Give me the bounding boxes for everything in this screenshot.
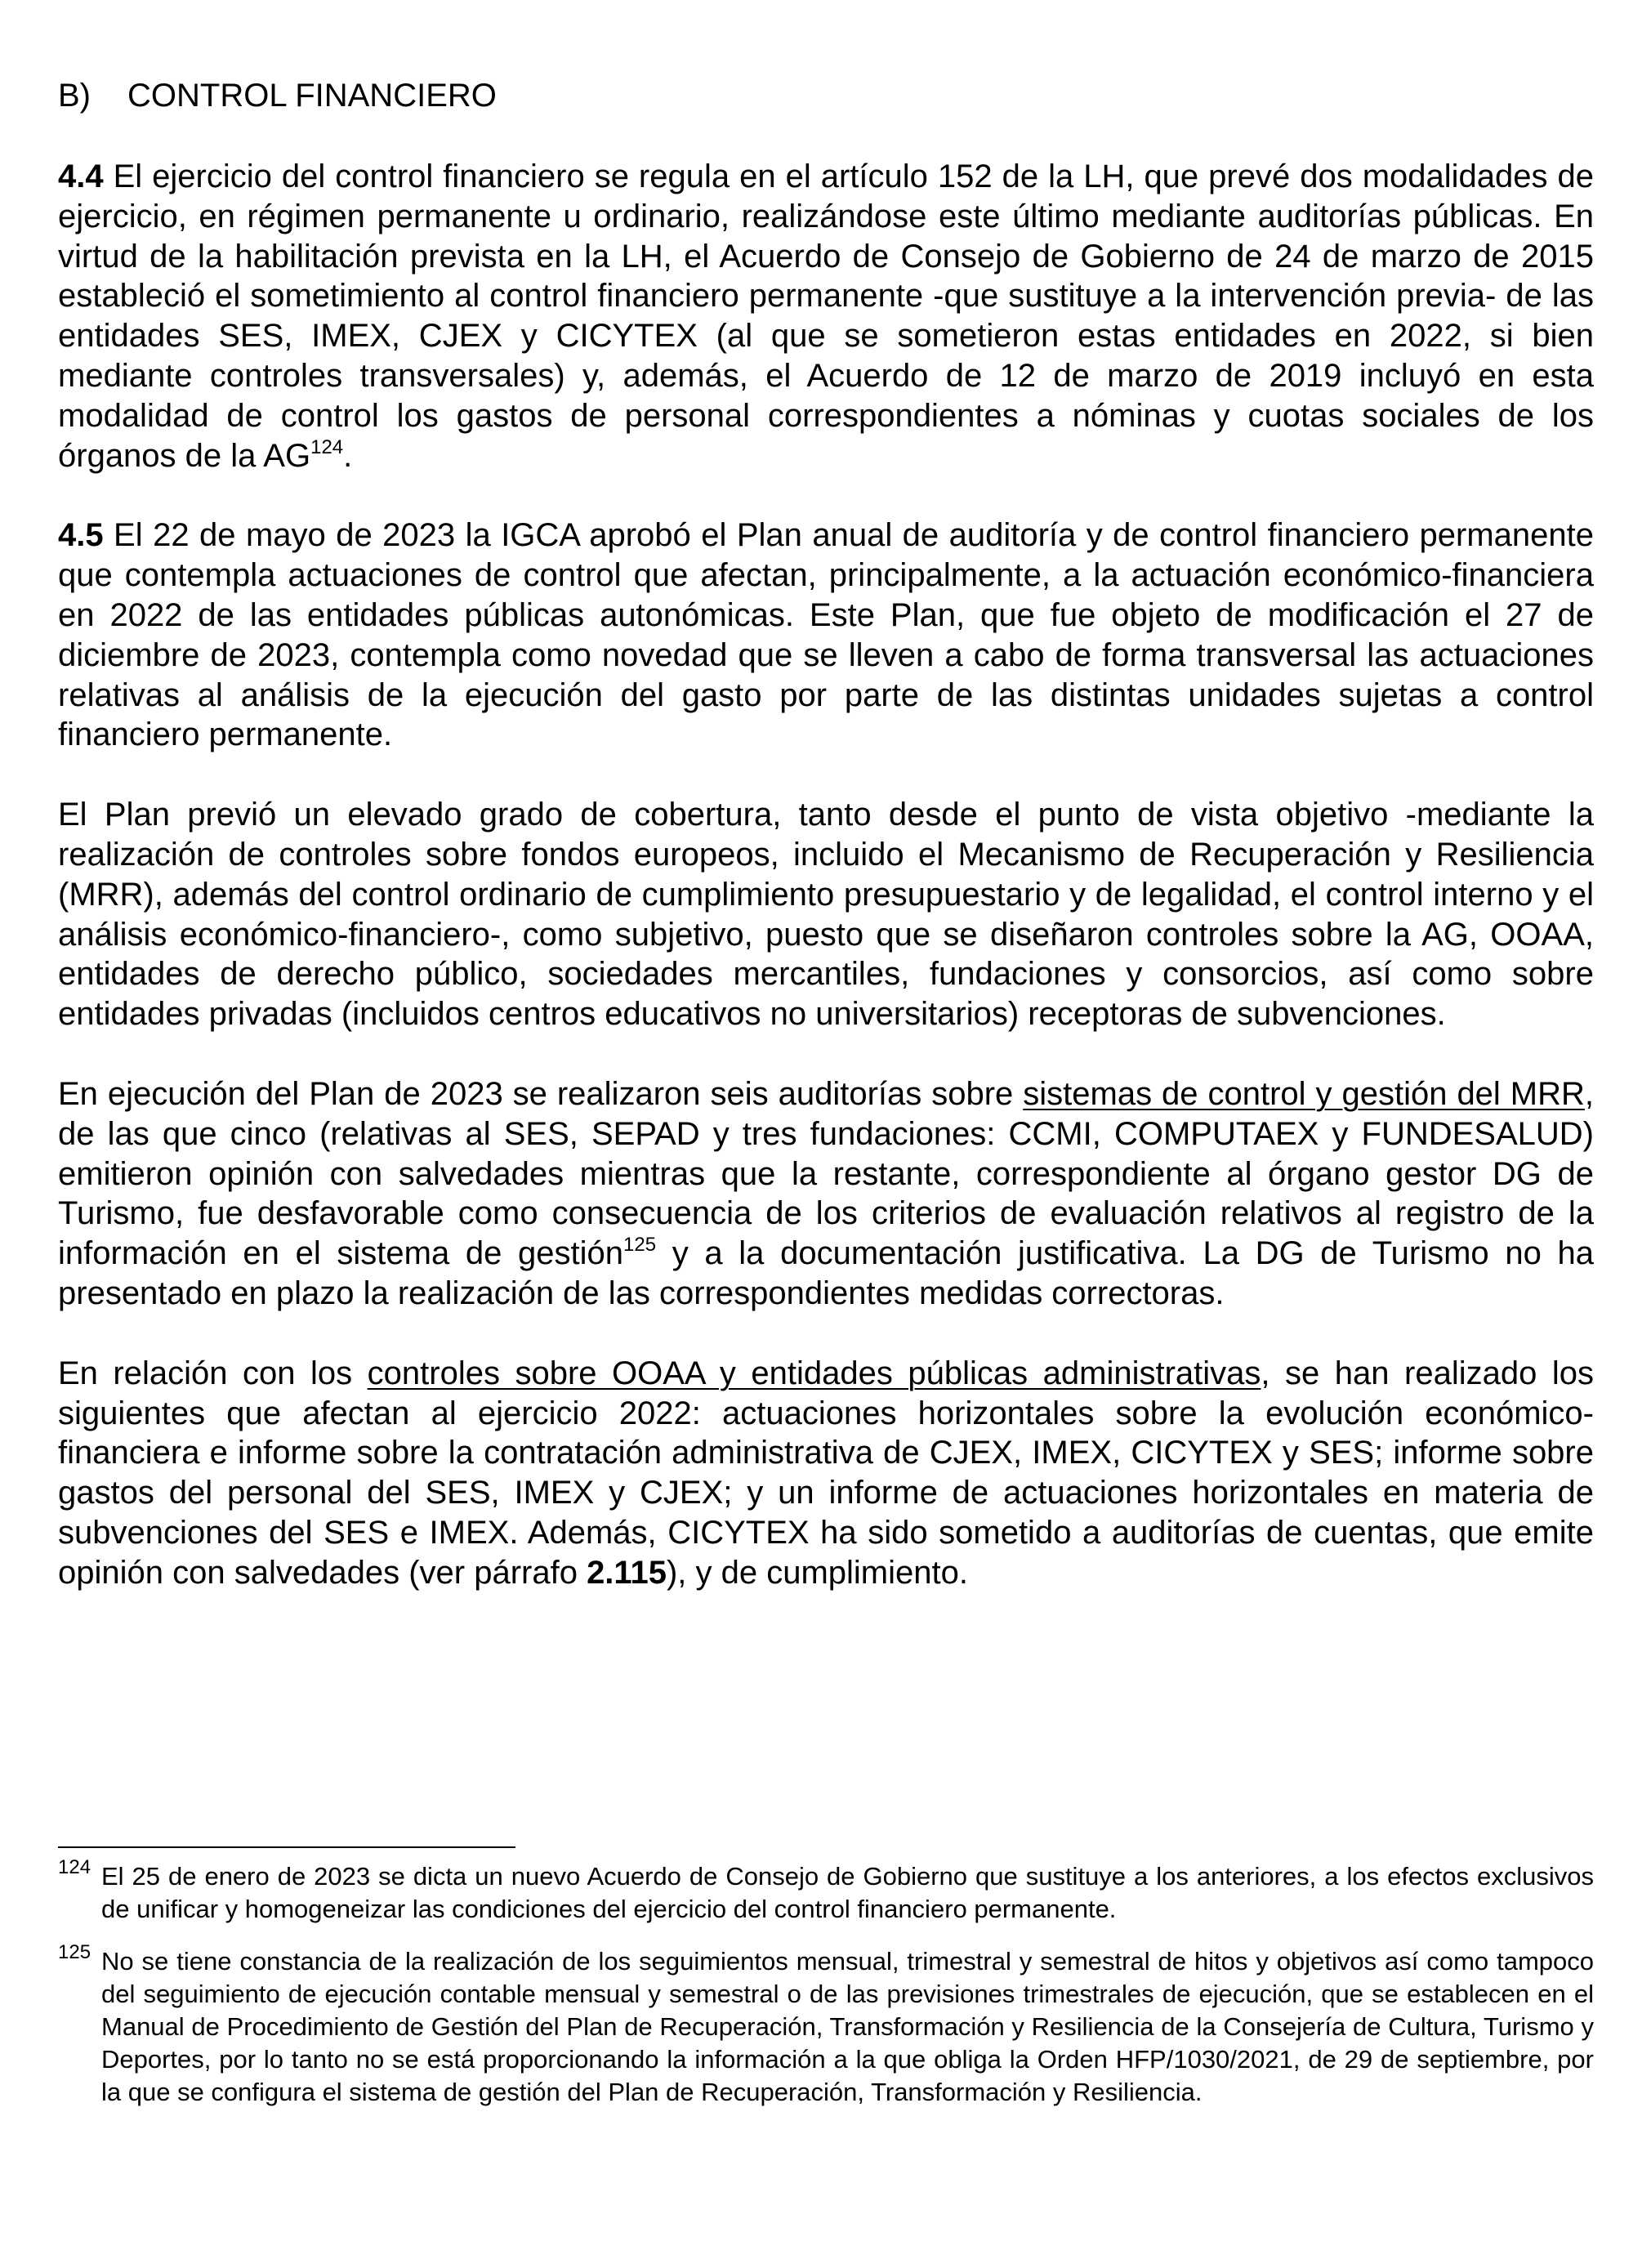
paragraph-number: 4.5	[58, 517, 104, 554]
underlined-topic: controles sobre OOAA y entidades públicas administrativas	[367, 1355, 1261, 1391]
paragraph-mrr-audits: En ejecución del Plan de 2023 se realizaron seis auditorías sobre sistemas de control y gestión del MRR, de las que cinco (relativas al SES, SEPAD y tres fundaciones: CCMI, COMPUTAEX y FUNDESALUD) emitieron opinión con salvedades mientras que la restante, correspondiente al órgano gestor DG de Turismo, fue desfavorable como consecuencia de los criterios de evaluación relativos al registro de la información en el sistema de gestión$^{125}$ y a la documentación justificativa. La DG de Turismo no ha presentado en plazo la realización de las correspondientes medidas correctoras.	[58, 1075, 1595, 1311]
paragraph-ooaa-controls: En relación con los controles sobre OOAA y entidades públicas administrativas, se han realizado los siguientes que afectan al ejercicio 2022: actuaciones horizontales sobre la evolución económico-financiera e informe sobre la contratación administrativa de CJEX, IMEX, CICYTEX y SES; informe sobre gastos del personal del SES, IMEX y CJEX; y un informe de actuaciones horizontales en materia de subvenciones del SES e IMEX. Además, CICYTEX ha sido sometido a auditorías de cuentas, que emite opinión con salvedades (ver párrafo 2.115), y de cumplimiento.	[58, 1355, 1594, 1591]
footnote-124	[58, 1856, 1594, 1926]
footnote-ref-124[interactable]: 124	[310, 435, 344, 458]
footnote-ref-125[interactable]: 125	[623, 1234, 657, 1257]
paragraph-4-4: 4.4 El ejercicio del control financiero se regula en el artículo 152 de la LH, que prevé dos modalidades de ejercicio, en régimen permanente u ordinario, realizándose este último mediante auditorías públicas. En virtud de la habilitación prevista en la LH, el Acuerdo de Consejo de Gobierno de 24 de marzo de 2015 estableció el sometimiento al control financiero permanente -que sustituye a la intervención previa- de las entidades SES, IMEX, CJEX y CICYTEX (al que se sometieron estas entidades en 2022, si bien mediante controles transversales) y, además, el Acuerdo de 12 de marzo de 2019 incluyó en esta modalidad de control los gastos de personal correspondientes a nóminas y cuotas sociales de los órganos de la AG$^{124}$.	[58, 158, 1594, 474]
section-title: CONTROL FINANCIERO	[127, 78, 497, 114]
underlined-topic: sistemas de control y gestión del MRR	[1023, 1075, 1585, 1112]
footnote-number: 124	[58, 1856, 91, 1878]
footnote-125	[58, 1941, 1594, 2109]
section-heading	[58, 75, 1594, 116]
paragraph-4-5	[58, 516, 1594, 755]
paragraph-cross-reference[interactable]: 2.115	[587, 1554, 667, 1591]
footnote-separator	[58, 1846, 515, 1848]
paragraph-number: 4.4	[58, 158, 104, 194]
footnotes	[58, 1856, 1594, 2128]
paragraph-text: El ejercicio del control financiero se regula en el artículo 152 de la LH, que prevé dos modalidades de ejercicio, en régimen permanente u ordinario, realizándose este último mediante auditorías públicas. En virtud de la habilitación prevista en la LH, el Acuerdo de Consejo de Gobierno de 24 de marzo de 2015 estableció el sometimiento al control financiero permanente -que sustituye a la intervención previa- de las entidades SES, IMEX, CJEX y CICYTEX (al que se sometieron estas entidades en 2022, si bien mediante controles transversales) y, además, el Acuerdo de 12 de marzo de 2019 incluyó en esta modalidad de control los gastos de personal correspondientes a nóminas y cuotas sociales de los órganos de la AG	[58, 158, 1594, 474]
footnote-number: 125	[58, 1941, 91, 1963]
footnote-text: El 25 de enero de 2023 se dicta un nuevo Acuerdo de Consejo de Gobierno que sustituye a los anteriores, a los efectos exclusivos de unificar y homogeneizar las condiciones del ejercicio del control financiero permanente.	[101, 1862, 1594, 1923]
section-letter: B)	[58, 78, 91, 114]
footnote-text: No se tiene constancia de la realización de los seguimientos mensual, trimestral y semestral de hitos y objetivos así como tampoco del seguimiento de ejecución contable mensual y semestral o de las previsiones trimestrales de ejecución, que se establecen en el Manual de Procedimiento de Gestión del Plan de Recuperación, Transformación y Resiliencia de la Consejería de Cultura, Turismo y Deportes, por lo tanto no se está proporcionando la información a la que obliga la Orden HFP/1030/2021, de 29 de septiembre, por la que se configura el sistema de gestión del Plan de Recuperación, Transformación y Resiliencia.	[101, 1947, 1594, 2106]
paragraph-text: El 22 de mayo de 2023 la IGCA aprobó el Plan anual de auditoría y de control financiero permanente que contempla actuaciones de control que afectan, principalmente, a la actuación económico-financiera en 2022 de las entidades públicas autonómicas. Este Plan, que fue objeto de modificación el 27 de diciembre de 2023, contempla como novedad que se lleven a cabo de forma transversal las actuaciones relativas al análisis de la ejecución del gasto por parte de las distintas unidades sujetas a control financiero permanente.	[58, 517, 1594, 753]
paragraph-text: El Plan previó un elevado grado de cobertura, tanto desde el punto de vista objetivo -mediante la realización de controles sobre fondos europeos, incluido el Mecanismo de Recuperación y Resiliencia (MRR), además del control ordinario de cumplimiento presupuestario y de legalidad, el control interno y el análisis económico-financiero-, como subjetivo, puesto que se diseñaron controles sobre la AG, OOAA, entidades de derecho público, sociedades mercantiles, fundaciones y consorcios, así como sobre entidades privadas (incluidos centros educativos no universitarios) receptoras de subvenciones.	[58, 797, 1594, 1033]
document-body	[58, 75, 1594, 1633]
paragraph-plan-coverage	[58, 795, 1594, 1034]
